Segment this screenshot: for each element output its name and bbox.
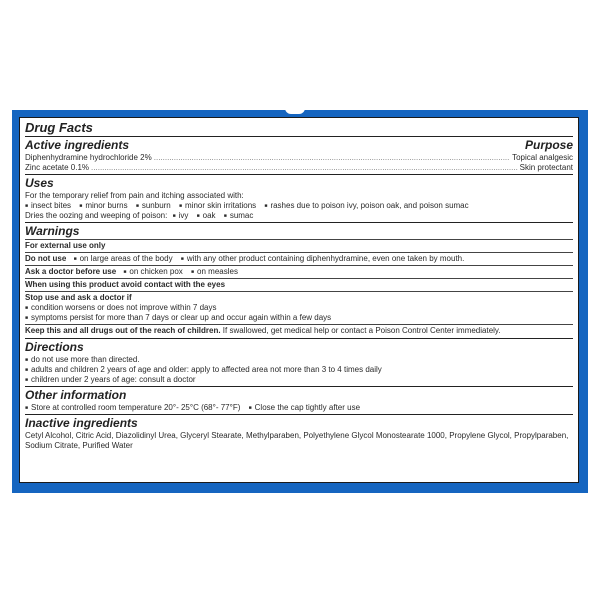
uses-intro: For the temporary relief from pain and itching associated with:	[25, 191, 244, 200]
ingredient-name: Zinc acetate 0.1%	[25, 163, 90, 172]
inactive-ingredients-text: Cetyl Alcohol, Citric Acid, Diazolidinyl Urea, Glyceryl Stearate, Methylparaben, Polyethylene Glycol Monostearate 1000, Propylene Glycol, Propylparaben, Sodium Citrate, Purified Water	[25, 431, 569, 450]
use-item: ■ ivy	[173, 211, 189, 220]
use-item: ■ minor skin irritations	[179, 201, 256, 210]
keep-out-rest: If swallowed, get medical help or contact a Poison Control Center immediately.	[220, 326, 501, 335]
uses-line2	[25, 211, 573, 221]
uses-bullets	[25, 201, 573, 211]
warning-item: ■ on measles	[191, 267, 238, 276]
uses-section	[25, 175, 573, 223]
direction-item: ■ adults and children 2 years of age and older: apply to affected area not more than 3 to 4 times daily	[25, 365, 567, 375]
warning-item: ■ condition worsens or does not improve within 7 days	[25, 303, 567, 313]
use-item: ■ oak	[197, 211, 216, 220]
stop-use-label: Stop use and ask a doctor if	[25, 293, 132, 302]
warnings-heading: Warnings	[25, 224, 573, 240]
keep-out-bold: Keep this and all drugs out of the reach of children.	[25, 326, 221, 335]
other-information-section	[25, 387, 573, 415]
warning-item: ■ symptoms persist for more than 7 days or clear up and occur again within a few days	[25, 313, 567, 323]
directions-section	[25, 339, 573, 387]
inactive-ingredients-heading: Inactive ingredients	[25, 416, 138, 430]
warning-item: ■ on chicken pox	[123, 267, 182, 276]
use-item: ■ insect bites	[25, 201, 71, 210]
drug-facts-title: Drug Facts	[25, 120, 93, 135]
uses-heading: Uses	[25, 176, 54, 190]
other-item: ■ Close the cap tightly after use	[249, 403, 360, 412]
warnings-section	[25, 223, 573, 339]
when-using: When using this product avoid contact with the eyes	[25, 279, 573, 292]
dot-leader	[154, 153, 510, 163]
title-section	[25, 119, 573, 137]
ingredient-purpose: Skin protectant	[519, 163, 573, 172]
use-item: ■ sumac	[224, 211, 254, 220]
other-items	[25, 403, 573, 413]
warning-item: ■ on large areas of the body	[74, 254, 173, 263]
other-information-heading: Other information	[25, 388, 127, 402]
active-ingredient-row	[25, 163, 573, 173]
direction-item: ■ children under 2 years of age: consult a doctor	[25, 375, 567, 385]
dot-leader	[91, 163, 518, 173]
do-not-use	[25, 253, 573, 266]
direction-item: ■ do not use more than directed.	[25, 355, 567, 365]
use-item: ■ minor burns	[79, 201, 127, 210]
other-item: ■ Store at controlled room temperature 20°- 25°C (68°- 77°F)	[25, 403, 240, 412]
stop-use	[25, 292, 573, 325]
use-item: ■ rashes due to poison ivy, poison oak, and poison sumac	[264, 201, 468, 210]
use-item: ■ sunburn	[136, 201, 171, 210]
warning-item: ■ with any other product containing diphenhydramine, even one taken by mouth.	[181, 254, 465, 263]
carton-notch	[285, 108, 305, 114]
external-use-warning: For external use only	[25, 240, 573, 253]
ask-doctor-label: Ask a doctor before use	[25, 267, 117, 276]
ingredient-purpose: Topical analgesic	[512, 153, 573, 162]
active-ingredients-heading: Active ingredients	[25, 138, 130, 152]
drug-facts-panel	[19, 117, 579, 483]
purpose-heading: Purpose	[524, 138, 573, 152]
keep-out-of-reach	[25, 325, 573, 337]
do-not-use-label: Do not use	[25, 254, 67, 263]
active-ingredients-section	[25, 137, 573, 175]
inactive-ingredients-section	[25, 415, 573, 452]
ingredient-name: Diphenhydramine hydrochloride 2%	[25, 153, 152, 162]
directions-heading: Directions	[25, 340, 84, 354]
active-ingredient-row	[25, 153, 573, 163]
uses-line2-text: Dries the oozing and weeping of poison:	[25, 211, 168, 220]
ask-doctor	[25, 266, 573, 279]
